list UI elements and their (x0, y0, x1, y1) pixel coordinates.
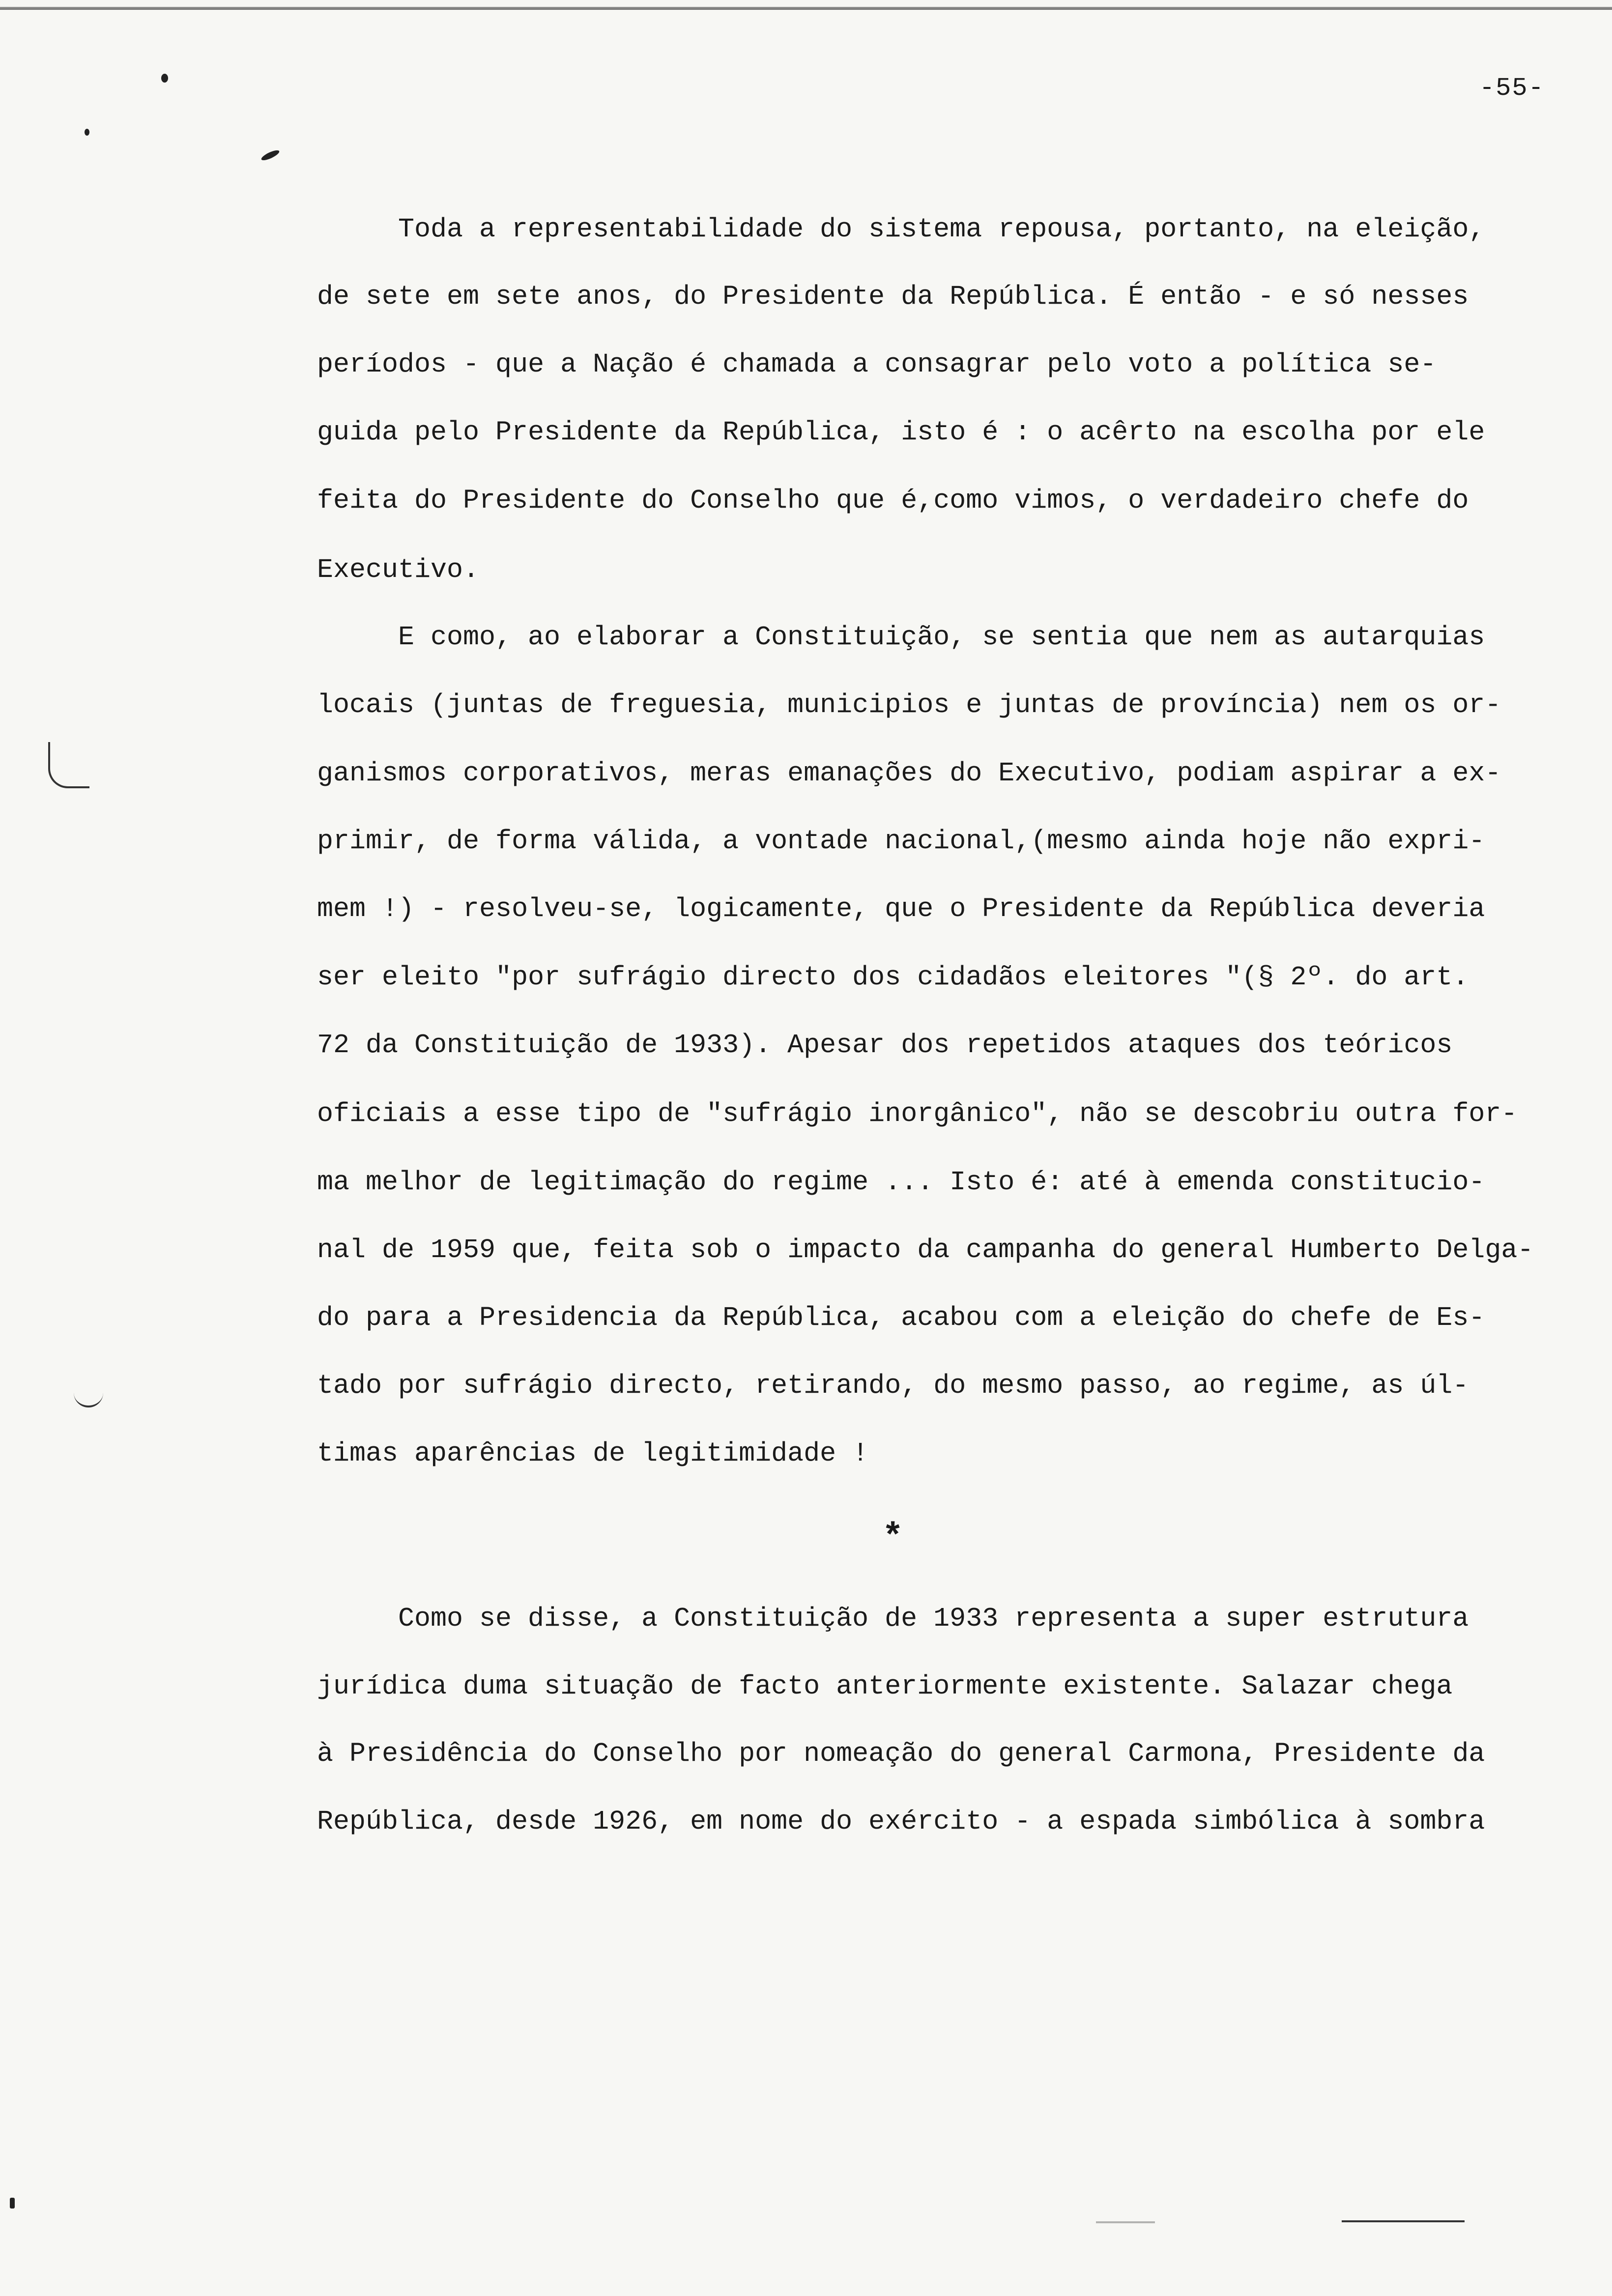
text-line: locais (juntas de freguesia, municipios e juntas de província) nem os or- (317, 689, 1501, 720)
section-separator: * (882, 1518, 904, 1558)
text-line: nal de 1959 que, feita sob o impacto da campanha do general Humberto Delga- (317, 1234, 1534, 1265)
text-line: jurídica duma situação de facto anteriormente existente. Salazar chega (317, 1671, 1453, 1702)
text-line: de sete em sete anos, do Presidente da República. É então - e só nesses (317, 281, 1469, 312)
text-line: Executivo. (317, 554, 480, 585)
bottom-rule-faint (1096, 2221, 1155, 2223)
text-line: República, desde 1926, em nome do exército - a espada simbólica à sombra (317, 1806, 1485, 1837)
margin-mark (48, 742, 89, 788)
page-number: -55- (1479, 74, 1545, 103)
margin-mark (74, 1376, 103, 1407)
text-line: feita do Presidente do Conselho que é,como vimos, o verdadeiro chefe do (317, 485, 1469, 516)
bottom-rule (1342, 2220, 1465, 2222)
text-line: ser eleito "por sufrágio directo dos cidadãos eleitores "(§ 2º. do art. (317, 962, 1469, 993)
text-line: períodos - que a Nação é chamada a consagrar pelo voto a política se- (317, 349, 1437, 380)
text-line: primir, de forma válida, a vontade nacional,(mesmo ainda hoje não expri- (317, 826, 1485, 857)
scan-speck (260, 148, 280, 162)
scan-speck (85, 129, 89, 136)
text-line: 72 da Constituição de 1933). Apesar dos repetidos ataques dos teóricos (317, 1030, 1453, 1061)
text-line: à Presidência do Conselho por nomeação do general Carmona, Presidente da (317, 1738, 1485, 1769)
text-line: tado por sufrágio directo, retirando, do mesmo passo, ao regime, as úl- (317, 1370, 1469, 1401)
top-rule (0, 7, 1612, 10)
scan-speck (161, 74, 168, 83)
text-line: Toda a representabilidade do sistema repousa, portanto, na eleição, (398, 214, 1485, 245)
text-line: ganismos corporativos, meras emanações do Executivo, podiam aspirar a ex- (317, 758, 1501, 789)
text-line: do para a Presidencia da República, acabou com a eleição do chefe de Es- (317, 1302, 1485, 1333)
text-line: timas aparências de legitimidade ! (317, 1438, 869, 1469)
text-line: guida pelo Presidente da República, isto é : o acêrto na escolha por ele (317, 417, 1485, 448)
text-line: mem !) - resolveu-se, logicamente, que o Presidente da República deveria (317, 893, 1485, 924)
text-line: E como, ao elaborar a Constituição, se sentia que nem as autarquias (398, 622, 1485, 653)
scan-speck (10, 2198, 15, 2209)
text-line: ma melhor de legitimação do regime ... Isto é: até à emenda constitucio- (317, 1167, 1485, 1198)
text-line: oficiais a esse tipo de "sufrágio inorgânico", não se descobriu outra for- (317, 1098, 1518, 1129)
text-line: Como se disse, a Constituição de 1933 representa a super estrutura (398, 1603, 1469, 1634)
